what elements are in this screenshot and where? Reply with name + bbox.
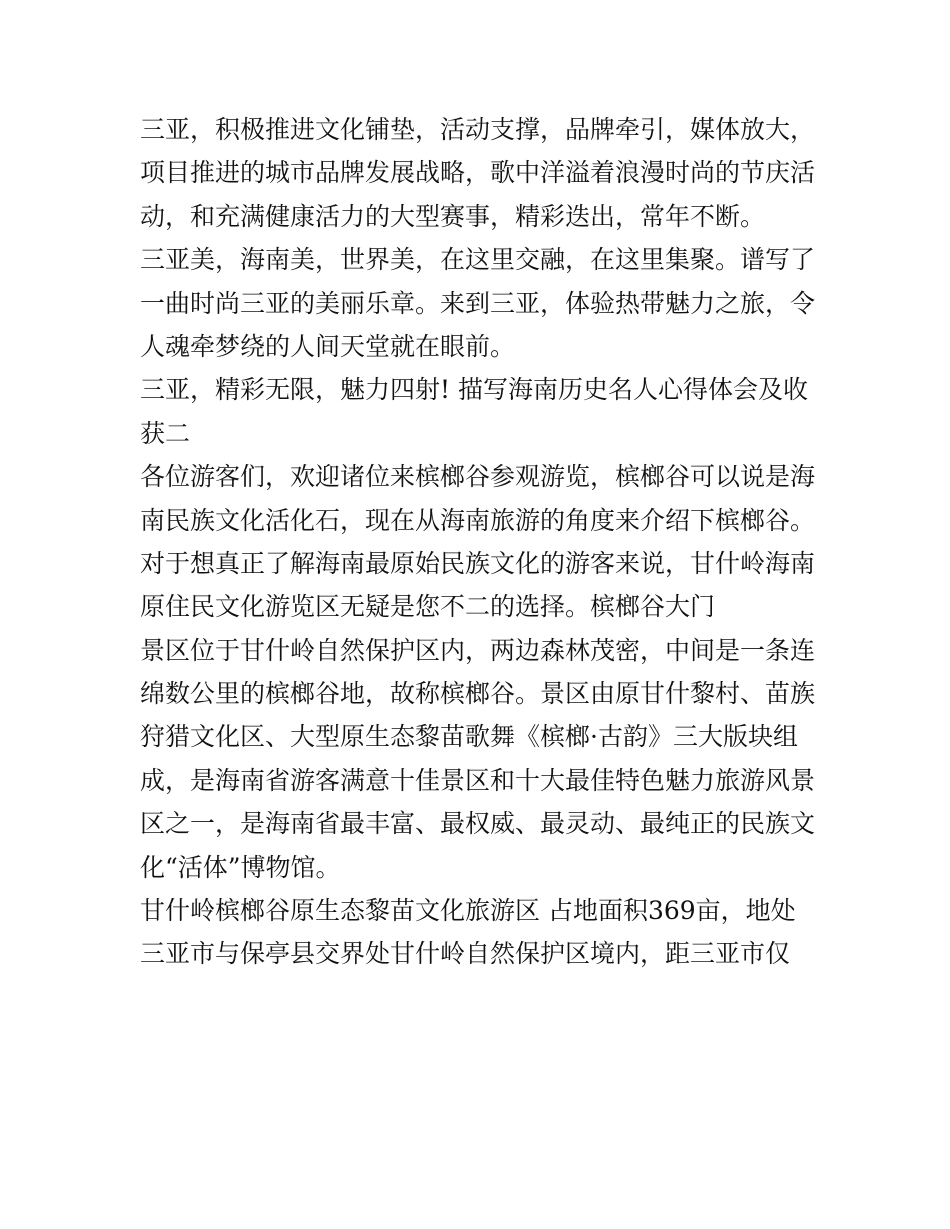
text-line: 狩猎文化区、大型原生态黎苗歌舞《槟榔·古韵》三大版块组 xyxy=(140,722,798,752)
document-body xyxy=(140,108,820,976)
text-line: 区之一，是海南省最丰富、最权威、最灵动、最纯正的民族文 xyxy=(140,809,816,839)
text-line: 各位游客们，欢迎诸位来槟榔谷参观游览，槟榔谷可以说是海 xyxy=(140,462,816,492)
paragraph-scenic-area xyxy=(140,629,820,889)
text-line: 甘什岭槟榔谷原生态黎苗文化旅游区 占地面积369亩，地处 xyxy=(140,896,796,926)
text-line: 三亚市与保亭县交界处甘什岭自然保护区境内，距三亚市仅 xyxy=(140,939,791,969)
text-line: 绵数公里的槟榔谷地，故称槟榔谷。景区由原甘什黎村、苗族 xyxy=(140,679,816,709)
text-line: 成，是海南省游客满意十佳景区和十大最佳特色魅力旅游风景 xyxy=(140,765,816,795)
paragraph-heading-two xyxy=(140,368,820,455)
text-line: 三亚，精彩无限，魅力四射! 描写海南历史名人心得体会及收 xyxy=(140,375,808,405)
text-line: 三亚，积极推进文化铺垫，活动支撑，品牌牵引，媒体放大， xyxy=(140,115,816,144)
text-line: 景区位于甘什岭自然保护区内，两边森林茂密，中间是一条连 xyxy=(140,635,816,665)
text-line: 化“活体”博物馆。 xyxy=(140,852,341,882)
text-line: 人魂牵梦绕的人间天堂就在眼前。 xyxy=(140,331,516,361)
text-line: 南民族文化活化石，现在从海南旅游的角度来介绍下槟榔谷。 xyxy=(140,505,816,535)
paragraph-welcome xyxy=(140,455,820,629)
paragraph-sanya-beauty xyxy=(140,238,820,368)
text-line: 获二 xyxy=(140,418,191,448)
text-line: 动，和充满健康活力的大型赛事，精彩迭出，常年不断。 xyxy=(140,201,766,231)
paragraph-location xyxy=(140,889,820,976)
text-line: 一曲时尚三亚的美丽乐章。来到三亚，体验热带魅力之旅，令 xyxy=(140,288,816,318)
text-line: 原住民文化游览区无疑是您不二的选择。槟榔谷大门 xyxy=(140,592,716,622)
text-line: 对于想真正了解海南最原始民族文化的游客来说，甘什岭海南 xyxy=(140,548,816,578)
text-line: 项目推进的城市品牌发展战略，歌中洋溢着浪漫时尚的节庆活 xyxy=(140,158,816,188)
paragraph-sanya-brand xyxy=(140,108,820,238)
text-line: 三亚美，海南美，世界美，在这里交融，在这里集聚。谱写了 xyxy=(140,245,816,275)
